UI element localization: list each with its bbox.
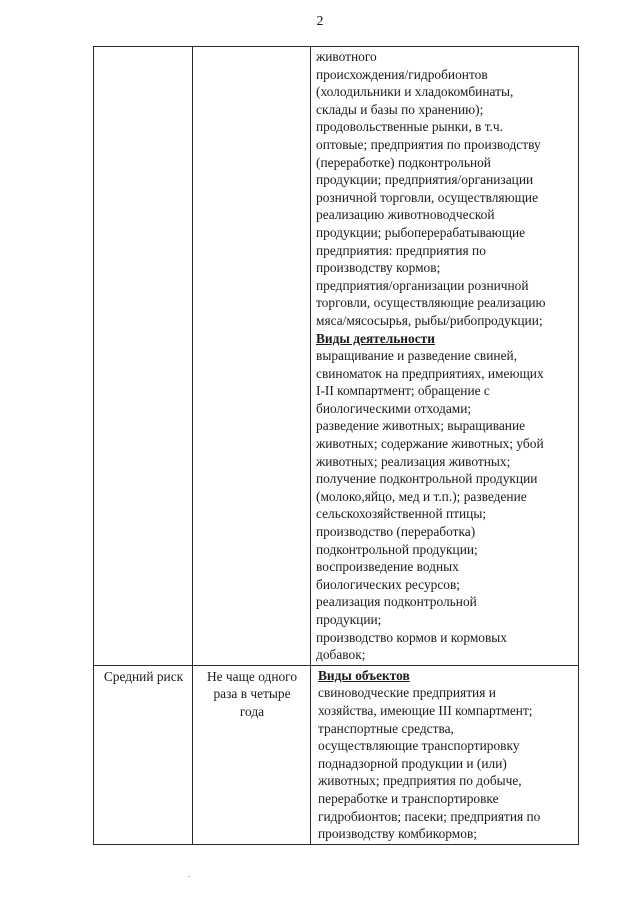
- text-line: продукции; рыбоперерабатывающие: [316, 224, 526, 240]
- frequency-cell: [193, 47, 311, 666]
- text-line: оптовые; предприятия по производству: [316, 136, 541, 152]
- text-line: производство (переработка): [316, 524, 476, 540]
- page-number: 2: [316, 14, 324, 29]
- text-line: свиноматок на предприятиях, имеющих: [316, 365, 544, 381]
- text-line: воспроизведение водных: [316, 559, 459, 575]
- objects-activities-cell: [311, 665, 579, 844]
- text-line: предприятия: предприятия по: [316, 242, 486, 258]
- text-line: предприятия/организации розничной: [316, 277, 529, 293]
- text-line: выращивание и разведение свиней,: [316, 348, 518, 364]
- text-line: биологических ресурсов;: [316, 576, 461, 592]
- section-heading-activities: Виды деятельности: [316, 330, 435, 346]
- text-line: сельскохозяйственной птицы;: [316, 506, 487, 522]
- text-line: (переработке) подконтрольной: [316, 154, 491, 170]
- text-line: реализацию животноводческой: [316, 207, 495, 223]
- risk-category-table: [93, 46, 579, 845]
- frequency-line: раза в четыре: [213, 686, 291, 702]
- frequency-line: года: [239, 703, 265, 719]
- text-line: разведение животных; выращивание: [316, 418, 526, 434]
- text-line: получение подконтрольной продукции: [316, 471, 538, 487]
- text-line: подконтрольной продукции;: [316, 541, 478, 557]
- text-line: розничной торговли, осуществляющие: [316, 189, 539, 205]
- text-line: происхождения/гидробионтов: [316, 66, 488, 82]
- text-line: реализация подконтрольной: [316, 594, 477, 610]
- section-heading-objects: Виды объектов: [318, 667, 410, 683]
- frequency-cell: [193, 665, 311, 844]
- scan-speck: [188, 876, 190, 877]
- text-line: транспортные средства,: [318, 720, 454, 736]
- risk-category-label: Средний риск: [103, 668, 184, 684]
- risk-cell: [94, 47, 193, 666]
- text-line: животных; реализация животных;: [316, 453, 511, 469]
- text-line: свиноводческие предприятия и: [318, 685, 496, 701]
- text-line: продукции;: [316, 612, 382, 627]
- text-line: склады и базы по хранению);: [316, 101, 484, 117]
- text-line: биологическими отходами;: [316, 400, 472, 416]
- frequency-text: [193, 47, 310, 49]
- text-line: животных; предприятия по добыче,: [318, 773, 522, 789]
- table-row: [94, 665, 579, 844]
- text-line: (молоко,яйцо, мед и т.п.); разведение: [316, 488, 527, 504]
- text-line: продовольственные рынки, в т.ч.: [316, 119, 503, 135]
- text-line: мяса/мясосырья, рыбы/рибопродукции;: [316, 312, 543, 328]
- objects-activities-cell: [311, 47, 579, 666]
- text-line: животных; содержание животных; убой: [316, 436, 544, 452]
- text-line: гидробионтов; пасеки; предприятия по: [318, 808, 541, 824]
- text-line: производству кормов;: [316, 260, 441, 276]
- text-line: производству комбикормов;: [318, 826, 478, 842]
- text-line: животного: [316, 49, 377, 64]
- text-line: (холодильники и хладокомбинаты,: [316, 84, 514, 100]
- text-line: переработке и транспортировке: [318, 790, 499, 806]
- text-line: хозяйства, имеющие III компартмент;: [318, 702, 533, 718]
- risk-cell: [94, 665, 193, 844]
- text-line: добавок;: [316, 647, 366, 663]
- text-line: производство кормов и кормовых: [316, 629, 507, 645]
- risk-text: [94, 47, 192, 49]
- text-line: продукции; предприятия/организации: [316, 172, 534, 188]
- text-line: поднадзорной продукции и (или): [318, 755, 507, 771]
- text-line: осуществляющие транспортировку: [318, 738, 520, 754]
- text-line: I-II компартмент; обращение с: [316, 383, 490, 399]
- table-row: [94, 47, 579, 666]
- text-line: торговли, осуществляющие реализацию: [316, 295, 546, 311]
- frequency-line: Не чаще одного: [206, 668, 298, 684]
